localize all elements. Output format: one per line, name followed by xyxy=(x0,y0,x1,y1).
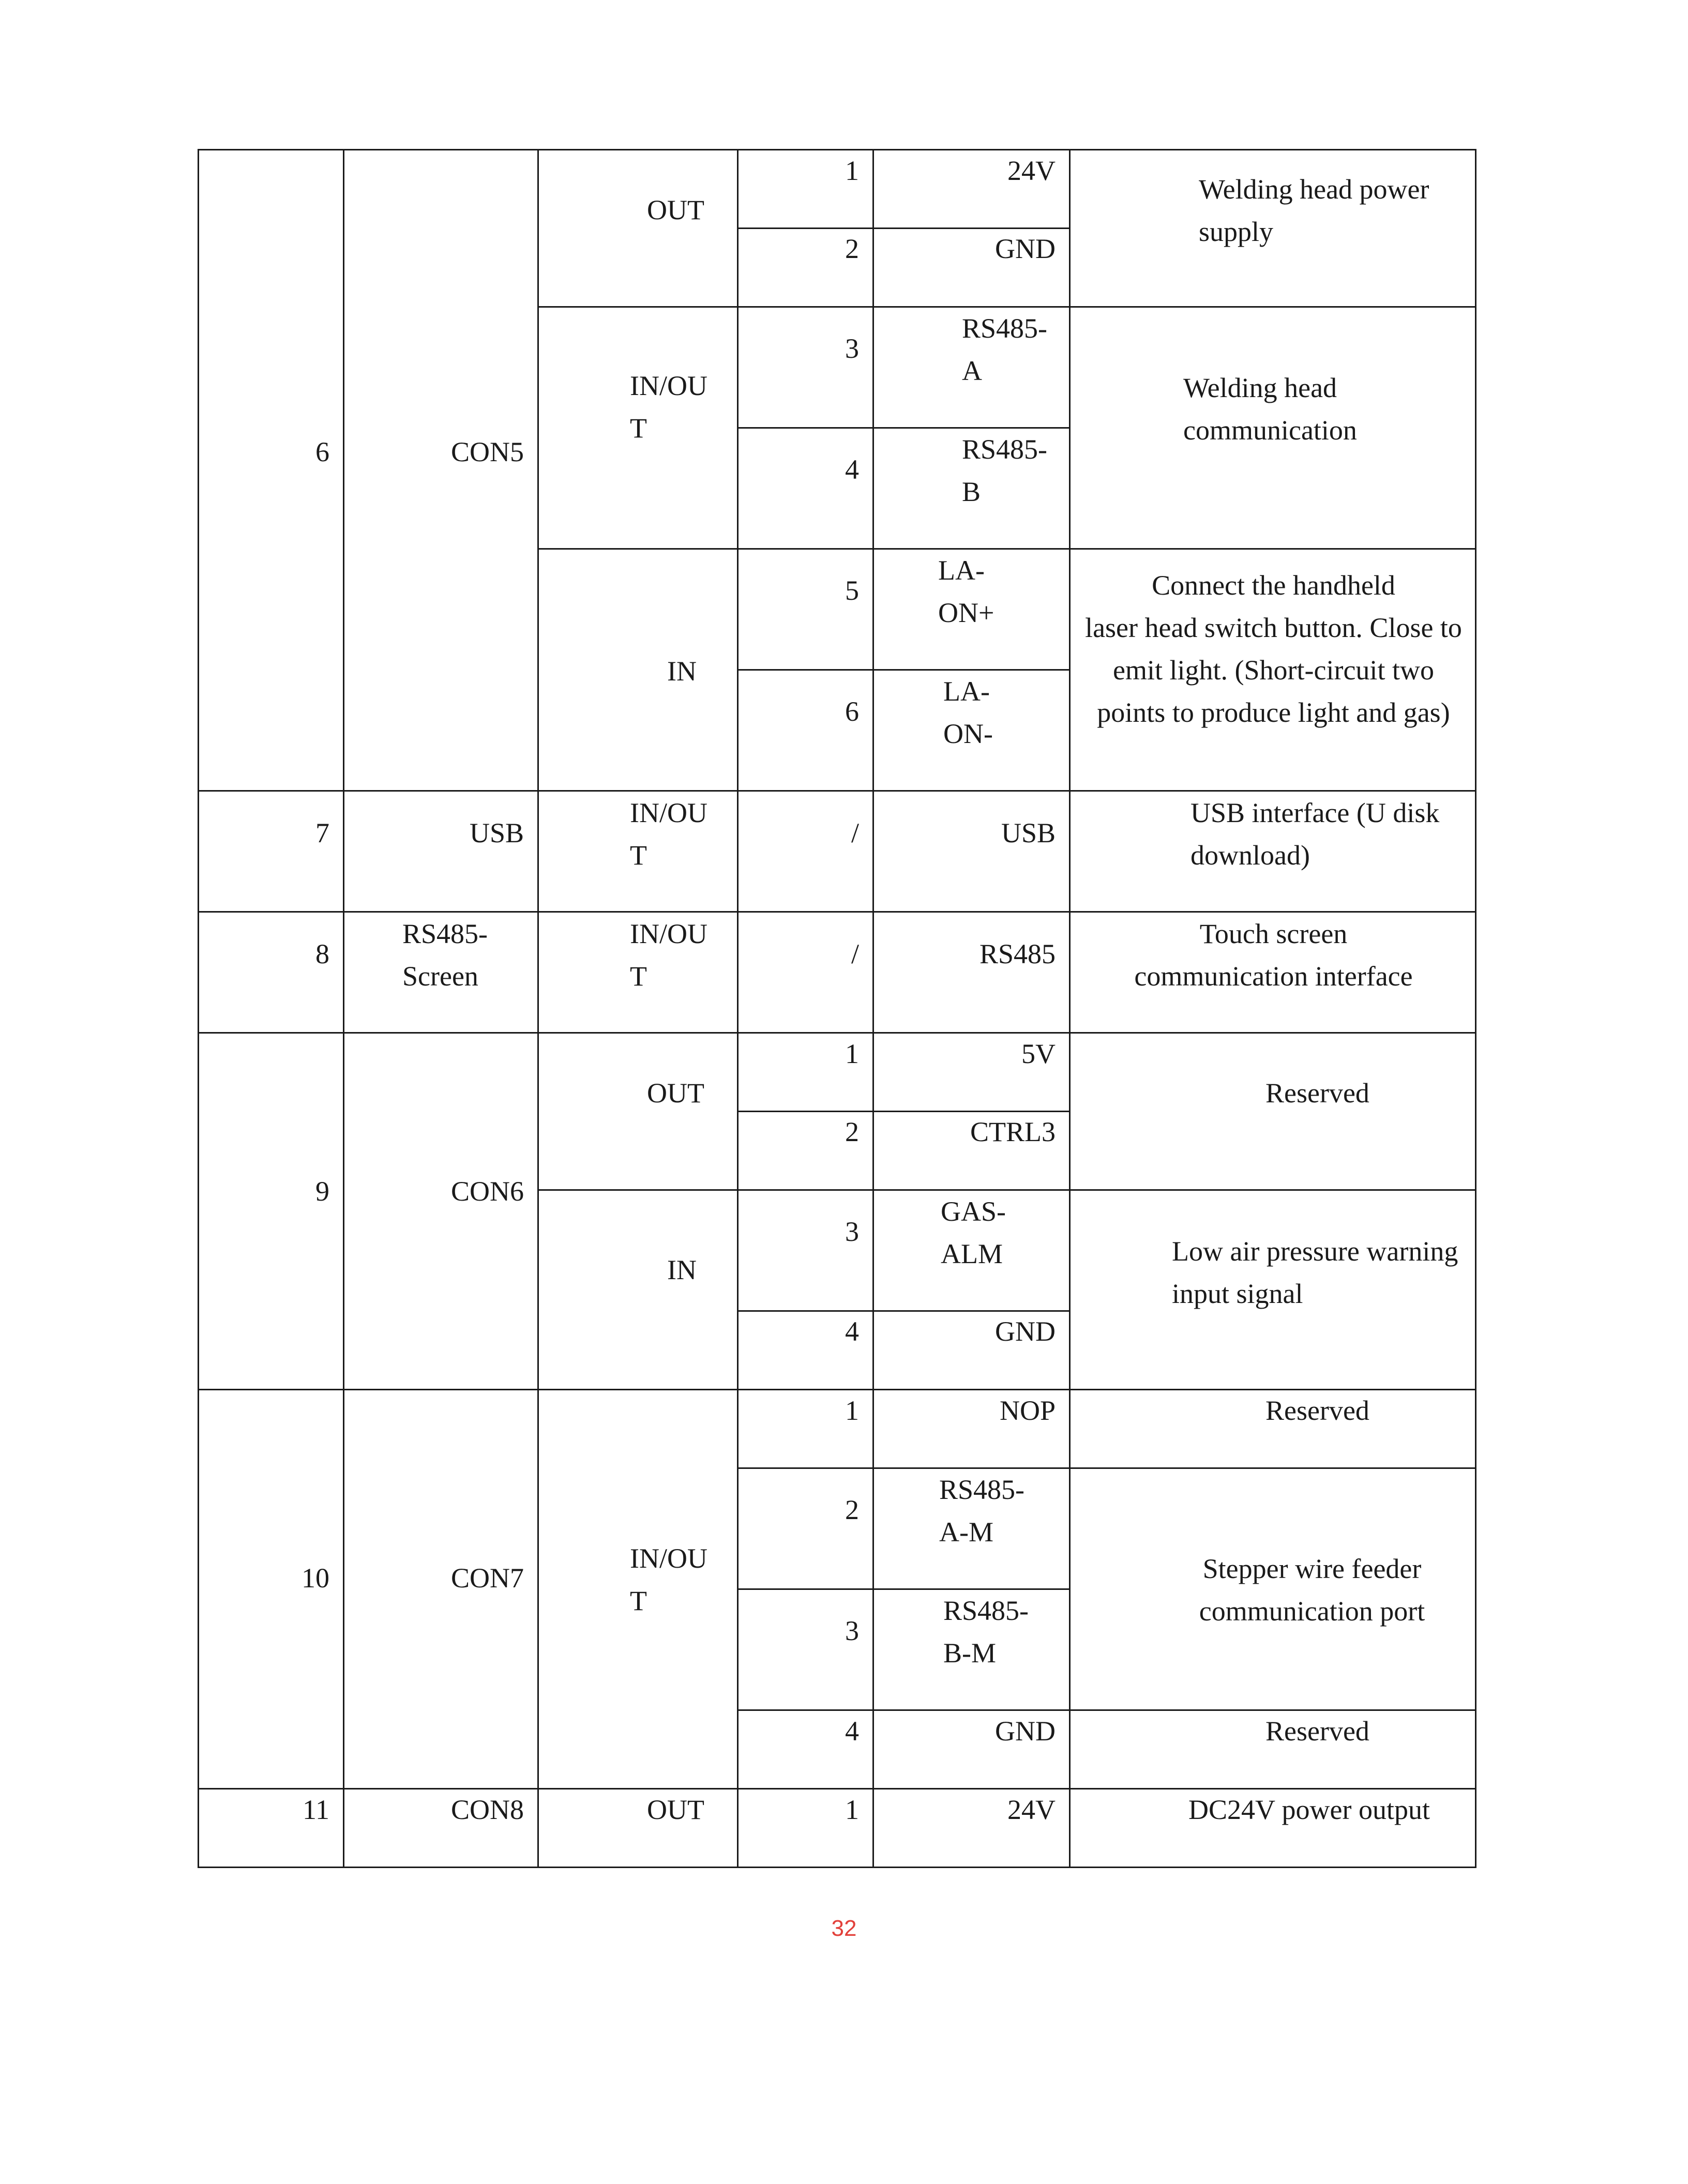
direction-cell xyxy=(538,549,738,791)
direction: OUT xyxy=(647,194,704,225)
signal-name: RS485- B xyxy=(962,434,1048,507)
signal-name-cell xyxy=(873,670,1070,791)
direction-cell xyxy=(538,150,738,307)
pin-number: 1 xyxy=(845,1038,859,1069)
signal-name: NOP xyxy=(999,1395,1056,1426)
direction: IN/OU T xyxy=(630,918,707,992)
description: USB interface (U disk download) xyxy=(1190,797,1440,871)
port-name: CON6 xyxy=(450,1176,524,1207)
port-name: CON8 xyxy=(450,1794,524,1825)
serial-number: 9 xyxy=(315,1176,329,1207)
serial-number-cell xyxy=(199,1033,344,1390)
direction-cell xyxy=(538,307,738,549)
page-number: 32 xyxy=(831,1916,857,1941)
pin-number: / xyxy=(851,817,859,848)
pin-number-cell xyxy=(738,1311,873,1390)
pin-number-cell xyxy=(738,670,873,791)
direction-cell xyxy=(538,1789,738,1868)
pin-number-cell xyxy=(738,791,873,912)
description: Stepper wire feeder communication port xyxy=(1199,1553,1425,1627)
description-cell xyxy=(1070,307,1476,549)
description: Reserved xyxy=(1265,1078,1369,1109)
direction: IN xyxy=(667,1254,697,1285)
description: DC24V power output xyxy=(1188,1794,1430,1825)
pin-number: 2 xyxy=(845,1494,859,1525)
description: Connect the handheld laser head switch button. Close to emit light. (Short-circuit two points to produce light and gas) xyxy=(1085,570,1462,728)
port-name-cell xyxy=(344,1033,538,1390)
direction: OUT xyxy=(647,1078,704,1109)
pin-number-cell xyxy=(738,428,873,549)
signal-name-cell xyxy=(873,150,1070,229)
pin-number-cell xyxy=(738,1710,873,1789)
port-name: CON7 xyxy=(450,1563,524,1594)
pin-number: 2 xyxy=(845,233,859,264)
signal-name-cell xyxy=(873,229,1070,307)
signal-name: RS485- A-M xyxy=(939,1474,1025,1548)
signal-name: GND xyxy=(995,233,1056,264)
pin-number: 1 xyxy=(845,1794,859,1825)
description: Reserved xyxy=(1265,1395,1369,1426)
signal-name: LA- ON- xyxy=(943,676,993,749)
signal-name: 24V xyxy=(1007,1794,1056,1825)
port-name: CON5 xyxy=(450,436,524,467)
signal-name: GND xyxy=(995,1316,1056,1347)
description-cell xyxy=(1070,791,1476,912)
pin-number: / xyxy=(851,938,859,969)
serial-number: 10 xyxy=(302,1563,329,1594)
pin-number-cell xyxy=(738,307,873,428)
pin-number-cell xyxy=(738,229,873,307)
port-name: RS485- Screen xyxy=(402,918,488,992)
signal-name-cell xyxy=(873,791,1070,912)
serial-number: 6 xyxy=(315,436,329,467)
signal-name: 24V xyxy=(1007,155,1056,186)
serial-number: 11 xyxy=(303,1794,329,1825)
description: Reserved xyxy=(1265,1716,1369,1747)
signal-name: GND xyxy=(995,1716,1056,1747)
serial-number: 8 xyxy=(315,938,329,969)
description-cell xyxy=(1070,1468,1476,1710)
port-name-cell xyxy=(344,1789,538,1868)
pin-definition-table xyxy=(198,149,1476,1868)
signal-name: LA- ON+ xyxy=(938,555,994,628)
signal-name-cell xyxy=(873,549,1070,670)
pin-number-cell xyxy=(738,1190,873,1311)
serial-number-cell xyxy=(199,1789,344,1868)
port-name: USB xyxy=(469,817,524,848)
description: Touch screen communication interface xyxy=(1134,918,1413,992)
signal-name-cell xyxy=(873,912,1070,1033)
description: Low air pressure warning input signal xyxy=(1172,1236,1458,1309)
description-cell xyxy=(1070,1710,1476,1789)
pin-number: 2 xyxy=(845,1116,859,1147)
pin-number: 4 xyxy=(845,1316,859,1347)
signal-name-cell xyxy=(873,1190,1070,1311)
signal-name: RS485- A xyxy=(962,313,1048,386)
signal-name-cell xyxy=(873,1033,1070,1112)
pin-number-cell xyxy=(738,1112,873,1190)
description-cell xyxy=(1070,1390,1476,1468)
pin-number: 5 xyxy=(845,575,859,606)
port-name-cell xyxy=(344,791,538,912)
description-cell xyxy=(1070,912,1476,1033)
signal-name-cell xyxy=(873,1468,1070,1589)
direction-cell xyxy=(538,1190,738,1390)
pin-number: 6 xyxy=(845,696,859,727)
description-cell xyxy=(1070,150,1476,307)
signal-name-cell xyxy=(873,1789,1070,1868)
pin-number: 1 xyxy=(845,155,859,186)
description-cell xyxy=(1070,1789,1476,1868)
pin-number-cell xyxy=(738,1589,873,1710)
pin-number-cell xyxy=(738,150,873,229)
serial-number: 7 xyxy=(315,817,329,848)
pin-number: 3 xyxy=(845,1615,859,1646)
direction: IN/OU T xyxy=(630,797,707,871)
direction-cell xyxy=(538,912,738,1033)
serial-number-cell xyxy=(199,1390,344,1789)
pin-number: 3 xyxy=(845,1216,859,1247)
signal-name: USB xyxy=(1001,817,1056,848)
pin-number-cell xyxy=(738,912,873,1033)
pin-number: 4 xyxy=(845,1716,859,1747)
signal-name: GAS- ALM xyxy=(941,1196,1006,1269)
pin-number: 3 xyxy=(845,333,859,364)
signal-name-cell xyxy=(873,428,1070,549)
signal-name: RS485- B-M xyxy=(943,1595,1029,1669)
pin-number: 1 xyxy=(845,1395,859,1426)
pin-number-cell xyxy=(738,1033,873,1112)
port-name-cell xyxy=(344,1390,538,1789)
signal-name: 5V xyxy=(1021,1038,1056,1069)
description: Welding head power supply xyxy=(1199,174,1429,247)
pin-number-cell xyxy=(738,549,873,670)
port-name-cell xyxy=(344,912,538,1033)
port-name-cell xyxy=(344,150,538,791)
signal-name: RS485 xyxy=(979,938,1056,969)
description-cell xyxy=(1070,1190,1476,1390)
pin-number-cell xyxy=(738,1390,873,1468)
pin-number: 4 xyxy=(845,454,859,485)
direction: OUT xyxy=(647,1794,704,1825)
direction: IN/OU T xyxy=(630,370,707,444)
serial-number-cell xyxy=(199,791,344,912)
serial-number-cell xyxy=(199,150,344,791)
description: Welding head communication xyxy=(1183,372,1357,446)
direction: IN/OU T xyxy=(630,1543,707,1616)
direction-cell xyxy=(538,1033,738,1190)
description-cell xyxy=(1070,1033,1476,1190)
direction-cell xyxy=(538,1390,738,1789)
signal-name-cell xyxy=(873,1710,1070,1789)
signal-name-cell xyxy=(873,307,1070,428)
pin-number-cell xyxy=(738,1468,873,1589)
pin-number-cell xyxy=(738,1789,873,1868)
serial-number-cell xyxy=(199,912,344,1033)
signal-name-cell xyxy=(873,1589,1070,1710)
direction: IN xyxy=(667,656,697,687)
signal-name: CTRL3 xyxy=(970,1116,1056,1147)
signal-name-cell xyxy=(873,1112,1070,1190)
signal-name-cell xyxy=(873,1311,1070,1390)
description-cell xyxy=(1070,549,1476,791)
signal-name-cell xyxy=(873,1390,1070,1468)
direction-cell xyxy=(538,791,738,912)
